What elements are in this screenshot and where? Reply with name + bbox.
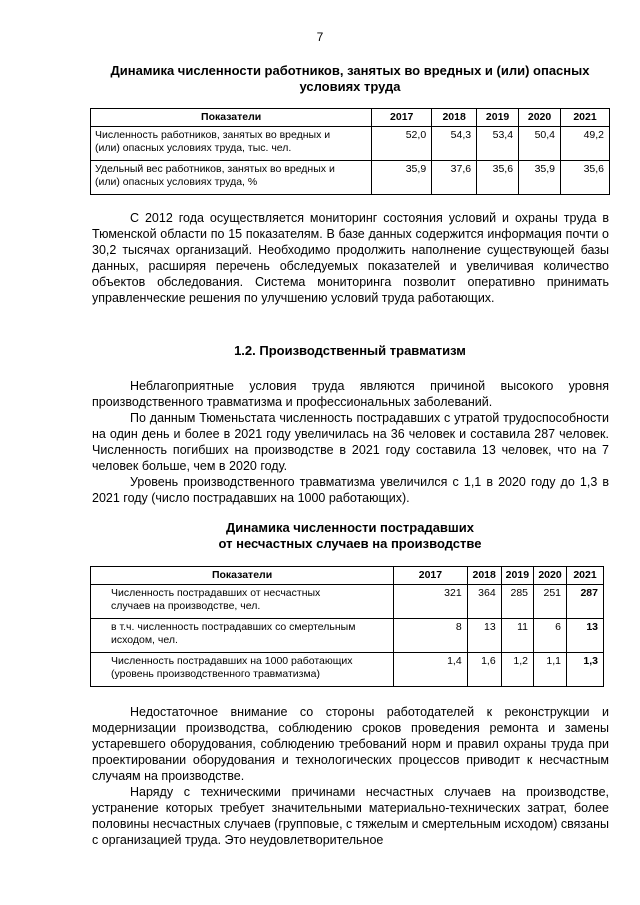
header-2017: 2017 [394, 567, 468, 585]
table-injured-workers [90, 566, 604, 687]
cell-2018: 1,6 [467, 653, 501, 687]
cell-2019: 1,2 [501, 653, 533, 687]
cell-2017: 52,0 [372, 127, 432, 161]
paragraph-technical-causes: Наряду с техническими причинами несчастных случаев на производстве, устранение которых требует значительными материально-технических затрат, более половины несчастных случаев (групповые, с тяжелым и смертельным исходом) связаны с организацией труда. Это неудовлетворительное [92, 785, 609, 847]
header-2018: 2018 [432, 109, 477, 127]
table-row [91, 127, 610, 161]
header-2021: 2021 [567, 567, 604, 585]
cell-2021: 13 [567, 619, 604, 653]
header-2019: 2019 [501, 567, 533, 585]
table-row [91, 161, 610, 195]
cell-2021: 1,3 [567, 653, 604, 687]
cell-2019: 285 [501, 585, 533, 619]
header-2017: 2017 [372, 109, 432, 127]
cell-2021: 35,6 [561, 161, 610, 195]
paragraph-tyumenstat-data: По данным Тюменьстата численность пострадавших с утратой трудоспособности на один день и более в 2021 году увеличилась на 36 человек и составила 287 человек. Численность погибших на производстве в 2021 году составила 13 человек, что на 7 человек больше, чем в 2020 году. [92, 411, 609, 473]
row-label: Численность работников, занятых во вредных и (или) опасных условиях труда, тыс. чел. [91, 127, 372, 161]
row-label: Удельный вес работников, занятых во вредных и (или) опасных условиях труда, % [91, 161, 372, 195]
cell-2017: 321 [394, 585, 468, 619]
cell-2019: 11 [501, 619, 533, 653]
row-label: Численность пострадавших от несчастных случаев на производстве, чел. [91, 585, 394, 619]
table-header-row [91, 109, 610, 127]
row-label: в т.ч. численность пострадавших со смертельным исходом, чел. [91, 619, 394, 653]
cell-2017: 8 [394, 619, 468, 653]
cell-2021: 49,2 [561, 127, 610, 161]
cell-2018: 364 [467, 585, 501, 619]
header-2018: 2018 [467, 567, 501, 585]
paragraph-injury-level: Уровень производственного травматизма увеличился с 1,1 в 2020 году до 1,3 в 2021 году (число пострадавших на 1000 работающих). [92, 475, 609, 505]
table2-title-line1: Динамика численности пострадавших [226, 520, 474, 535]
header-2019: 2019 [477, 109, 519, 127]
cell-2017: 35,9 [372, 161, 432, 195]
cell-2018: 37,6 [432, 161, 477, 195]
header-indicators: Показатели [91, 567, 394, 585]
paragraph-monitoring: С 2012 года осуществляется мониторинг состояния условий и охраны труда в Тюменской области по 15 показателям. В базе данных содержится информация почти о 30,2 тысячах организаций. Необходимо продолжить наполнение существующей базы данных, расширяя перечень обследуемых показателей и увеличивая количество объектов обследования. Система мониторинга позволит оперативно принимать управленческие решения по улучшению условий труда работающих. [92, 211, 609, 305]
cell-2018: 13 [467, 619, 501, 653]
cell-2018: 54,3 [432, 127, 477, 161]
cell-2020: 1,1 [534, 653, 567, 687]
table-workers-harmful-conditions [90, 108, 610, 195]
cell-2019: 53,4 [477, 127, 519, 161]
cell-2020: 35,9 [519, 161, 561, 195]
table2-title [80, 520, 620, 552]
paragraph-unfavorable-conditions: Неблагоприятные условия труда являются причиной высокого уровня производственного травматизма и профессиональных заболеваний. [92, 379, 609, 409]
table-header-row [91, 567, 604, 585]
table-row [91, 585, 604, 619]
cell-2017: 1,4 [394, 653, 468, 687]
row-label: Численность пострадавших на 1000 работающих (уровень производственного травматизма) [91, 653, 394, 687]
cell-2020: 6 [534, 619, 567, 653]
header-2020: 2020 [534, 567, 567, 585]
cell-2021: 287 [567, 585, 604, 619]
table-row [91, 653, 604, 687]
cell-2020: 50,4 [519, 127, 561, 161]
section-heading: 1.2. Производственный травматизм [234, 343, 466, 358]
table1-title-line1: Динамика численности работников, занятых во вредных и (или) опасных [110, 63, 590, 78]
table-row [91, 619, 604, 653]
header-2021: 2021 [561, 109, 610, 127]
table1-title-line2: условиях труда [299, 79, 401, 94]
header-2020: 2020 [519, 109, 561, 127]
table1-title [80, 63, 620, 95]
cell-2019: 35,6 [477, 161, 519, 195]
table2-title-line2: от несчастных случаев на производстве [218, 536, 482, 551]
paragraph-insufficient-attention: Недостаточное внимание со стороны работодателей к реконструкции и модернизации производства, соблюдению сроков проведения ремонта и замены устаревшего оборудования, соблюдению требований норм и правил охраны труда при проектировании оборудования и технологических процессов приводит к несчастным случаям на производстве. [92, 705, 609, 783]
page-number: 7 [316, 30, 324, 44]
header-indicators: Показатели [91, 109, 372, 127]
cell-2020: 251 [534, 585, 567, 619]
